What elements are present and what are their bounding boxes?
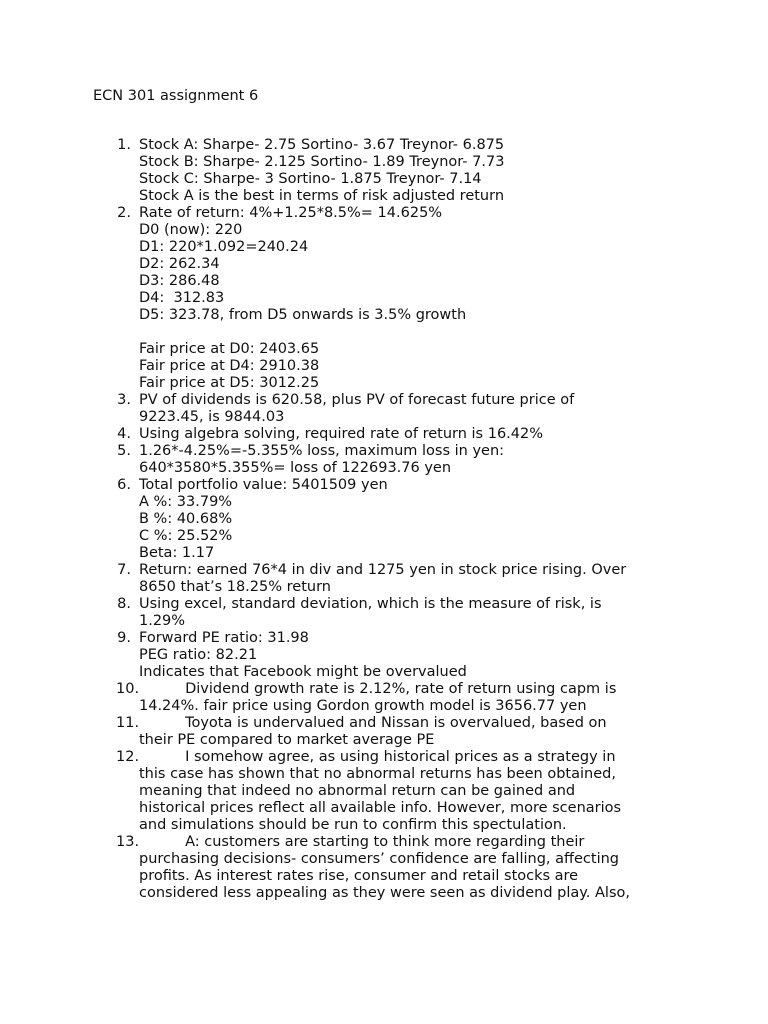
text-line: Fair price at D4: 2910.38 (139, 358, 320, 374)
list-item (0, 749, 768, 834)
list-item (0, 596, 768, 630)
text-line: D0 (now): 220 (139, 222, 243, 238)
list-item-text (139, 477, 679, 562)
list-item-text (139, 681, 679, 715)
list-item (0, 137, 768, 205)
text-line: Total portfolio value: 5401509 yen (139, 477, 388, 493)
blank-line (139, 324, 679, 341)
list-item-text (139, 205, 679, 392)
list-item-text (139, 596, 679, 630)
text-line: Using excel, standard deviation, which is the measure of risk, is (139, 596, 602, 612)
text-line: Using algebra solving, required rate of return is 16.42% (139, 426, 544, 442)
list-item-number: 6. (117, 477, 131, 493)
text-line: Stock A: Sharpe- 2.75 Sortino- 3.67 Treynor- 6.875 (139, 137, 505, 153)
list-item-text (139, 630, 679, 681)
list-item-number: 8. (117, 596, 131, 612)
list-item-number: 9. (117, 630, 131, 646)
list-item-number: 12. (116, 749, 140, 765)
text-line: 640*3580*5.355%= loss of 122693.76 yen (139, 460, 452, 476)
document-title: ECN 301 assignment 6 (93, 88, 259, 104)
list-item-number: 7. (117, 562, 131, 578)
list-item-text (139, 562, 679, 596)
text-line: Return: earned 76*4 in div and 1275 yen in stock price rising. Over (139, 562, 627, 578)
text-line: D4: 312.83 (139, 290, 225, 306)
text-line: Forward PE ratio: 31.98 (139, 630, 309, 646)
text-line: D5: 323.78, from D5 onwards is 3.5% growth (139, 307, 467, 323)
list-item-text (139, 137, 679, 205)
text-line: A %: 33.79% (139, 494, 233, 510)
text-line: and simulations should be run to confirm this spectulation. (139, 817, 567, 833)
text-line: Toyota is undervalued and Nissan is overvalued, based on (139, 715, 607, 731)
text-line: purchasing decisions- consumers’ confidence are falling, affecting (139, 851, 620, 867)
text-line: Stock C: Sharpe- 3 Sortino- 1.875 Treynor- 7.14 (139, 171, 482, 187)
text-line: PV of dividends is 620.58, plus PV of forecast future price of (139, 392, 575, 408)
list-item-text (139, 426, 679, 443)
text-line: A: customers are starting to think more regarding their (139, 834, 585, 850)
text-line: historical prices reflect all available info. However, more scenarios (139, 800, 622, 816)
list-item (0, 715, 768, 749)
text-line: 1.29% (139, 613, 186, 629)
text-line: C %: 25.52% (139, 528, 233, 544)
text-line: profits. As interest rates rise, consumer and retail stocks are (139, 868, 579, 884)
list-item (0, 477, 768, 562)
text-line: 8650 that’s 18.25% return (139, 579, 331, 595)
list-item-number: 1. (117, 137, 131, 153)
list-item-text (139, 715, 679, 749)
list-item-text (139, 749, 679, 834)
text-line: Indicates that Facebook might be overvalued (139, 664, 467, 680)
list-item-number: 11. (116, 715, 140, 731)
text-line: considered less appealing as they were seen as dividend play. Also, (139, 885, 630, 901)
text-line: Dividend growth rate is 2.12%, rate of return using capm is (139, 681, 617, 697)
list-item-number: 13. (116, 834, 140, 850)
list-item-text (139, 443, 679, 477)
text-line: PEG ratio: 82.21 (139, 647, 258, 663)
list-item (0, 630, 768, 681)
list-item (0, 562, 768, 596)
text-line: their PE compared to market average PE (139, 732, 435, 748)
answer-list (0, 137, 768, 902)
list-item (0, 205, 768, 392)
list-item-number: 10. (116, 681, 140, 697)
list-item-number: 4. (117, 426, 131, 442)
list-item (0, 426, 768, 443)
text-line: B %: 40.68% (139, 511, 233, 527)
text-line: Rate of return: 4%+1.25*8.5%= 14.625% (139, 205, 443, 221)
list-item-number: 5. (117, 443, 131, 459)
text-line: meaning that indeed no abnormal return can be gained and (139, 783, 576, 799)
list-item (0, 392, 768, 426)
list-item (0, 681, 768, 715)
text-line: Fair price at D0: 2403.65 (139, 341, 320, 357)
list-item-text (139, 392, 679, 426)
list-item-text (139, 834, 679, 902)
list-item (0, 834, 768, 902)
text-line: this case has shown that no abnormal returns has been obtained, (139, 766, 616, 782)
text-line: I somehow agree, as using historical prices as a strategy in (139, 749, 616, 765)
text-line: 1.26*-4.25%=-5.355% loss, maximum loss in yen: (139, 443, 505, 459)
text-line: Stock A is the best in terms of risk adjusted return (139, 188, 505, 204)
text-line: Fair price at D5: 3012.25 (139, 375, 320, 391)
text-line: 9223.45, is 9844.03 (139, 409, 285, 425)
text-line: D2: 262.34 (139, 256, 220, 272)
text-line: Beta: 1.17 (139, 545, 215, 561)
text-line: Stock B: Sharpe- 2.125 Sortino- 1.89 Treynor- 7.73 (139, 154, 505, 170)
text-line: 14.24%. fair price using Gordon growth model is 3656.77 yen (139, 698, 587, 714)
list-item-number: 2. (117, 205, 131, 221)
text-line: D1: 220*1.092=240.24 (139, 239, 309, 255)
text-line: D3: 286.48 (139, 273, 220, 289)
list-item-number: 3. (117, 392, 131, 408)
list-item (0, 443, 768, 477)
